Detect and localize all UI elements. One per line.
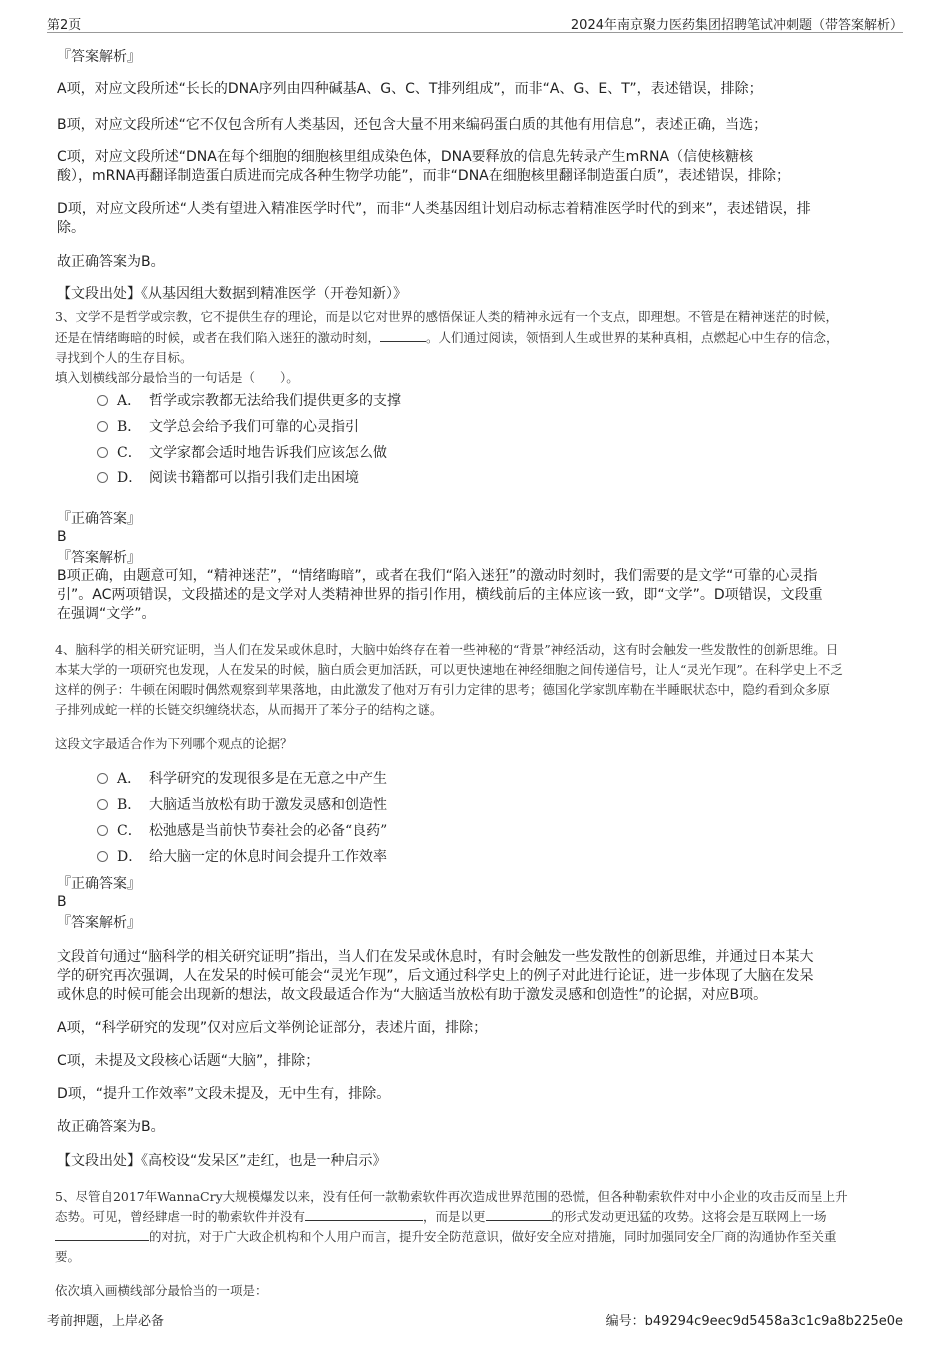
q3-stem-line1: 3、文学不是哲学或宗教，它不提供生存的理论，而是以它对世界的感悟保证人类的精神永远有一个支点，即理想。不管是在精神迷茫的时候， <box>55 309 838 324</box>
q3-option-b[interactable]: B． 文学总会给予我们可靠的心灵指引 <box>97 416 359 436</box>
q3-option-a[interactable]: A． 哲学或宗教都无法给我们提供更多的支撑 <box>97 390 401 410</box>
q5-prompt: 依次填入画横线部分最恰当的一项是： <box>55 1283 268 1298</box>
page-footer <box>47 1310 903 1329</box>
q4-option-c-analysis: C项，未提及文段核心话题“大脑”，排除； <box>57 1053 320 1069</box>
radio-icon[interactable] <box>97 447 108 458</box>
q5-stem-line4: 要。 <box>55 1249 81 1264</box>
radio-icon[interactable] <box>97 395 108 406</box>
q3-stem-line2: 还是在情绪晦暗的时候，或者在我们陷入迷狂的激动时刻， 。人们通过阅读，领悟到人生或世界的某种真相，点燃起心中生存的信念， <box>55 330 839 345</box>
q4-source: 【文段出处】《高校设“发呆区”走红，也是一种启示》 <box>57 1153 387 1169</box>
q3-blank <box>380 329 426 342</box>
q4-option-a[interactable]: A． 科学研究的发现很多是在无意之中产生 <box>97 768 387 788</box>
q5-stem-line1: 5、尽管自2017年WannaCry大规模爆发以来，没有任何一款勒索软件再次造成世界范围的恐慌，但各种勒索软件对中小企业的攻击反而呈上升 <box>55 1189 848 1204</box>
q2-option-a-analysis: A项，对应文段所述“长长的DNA序列由四种碱基A、G、C、T排列组成”，而非“A、G、E、T”，表述错误，排除； <box>57 81 763 97</box>
radio-icon[interactable] <box>97 825 108 836</box>
q5-blank-3 <box>55 1228 149 1241</box>
radio-icon[interactable] <box>97 472 108 483</box>
radio-icon[interactable] <box>97 421 108 432</box>
q3-prompt: 填入划横线部分最恰当的一句话是（ ）。 <box>55 370 299 385</box>
q4-analysis-label: 『答案解析』 <box>57 915 141 931</box>
q5-stem-line2: 态势。可见，曾经肆虐一时的勒索软件并没有 ，而是以更 的形式发动更迅猛的攻势。这将会是互联网上一场 <box>55 1209 827 1224</box>
q3-analysis-line2: 引”。AC两项错误，文段描述的是文学对人类精神世界的指引作用，横线前后的主体应该一致，即“文学”。D项错误，文段重 <box>57 587 823 603</box>
q4-answer: B <box>57 894 67 910</box>
q2-option-c-analysis-line1: C项，对应文段所述“DNA在每个细胞的细胞核里组成染色体，DNA要释放的信息先转录产生mRNA（信使核糖核 <box>57 149 754 165</box>
document-id: 编号：b49294c9eec9d5458a3c1c9a8b225e0e <box>605 1314 903 1329</box>
q2-option-c-analysis-line2: 酸），mRNA再翻译制造蛋白质进而完成各种生物学功能”，而非“DNA在细胞核里翻译制造蛋白质”，表述错误，排除； <box>57 168 791 184</box>
radio-icon[interactable] <box>97 799 108 810</box>
q5-stem-line3: 的对抗，对于广大政企机构和个人用户而言，提升安全防范意识，做好安全应对措施，同时加强同安全厂商的沟通协作至关重 <box>55 1227 895 1246</box>
q4-conclusion: 故正确答案为B。 <box>57 1119 165 1135</box>
q4-option-d[interactable]: D． 给大脑一定的休息时间会提升工作效率 <box>97 846 387 866</box>
q3-analysis-label: 『答案解析』 <box>57 550 141 566</box>
q4-stem-line4: 子排列成蛇一样的长链交织缠绕状态，从而揭开了苯分子的结构之谜。 <box>55 702 443 717</box>
q3-analysis-line3: 在强调“文学”。 <box>57 606 156 622</box>
q4-option-b[interactable]: B． 大脑适当放松有助于激发灵感和创造性 <box>97 794 387 814</box>
radio-icon[interactable] <box>97 851 108 862</box>
document-title: 2024年南京聚力医药集团招聘笔试冲刺题（带答案解析） <box>570 18 903 33</box>
q4-analysis-line2: 学的研究再次强调，人在发呆的时候可能会“灵光乍现”，后文通过科学史上的例子对此进行论证，进一步体现了大脑在发呆 <box>57 968 814 984</box>
q2-analysis-label: 『答案解析』 <box>57 49 141 65</box>
radio-icon[interactable] <box>97 773 108 784</box>
q2-source: 【文段出处】《从基因组大数据到精准医学（开卷知新）》 <box>57 286 407 302</box>
q2-option-d-analysis-line1: D项，对应文段所述“人类有望进入精准医学时代”，而非“人类基因组计划启动标志着精准医学时代的到来”，表述错误，排 <box>57 201 811 217</box>
q2-conclusion: 故正确答案为B。 <box>57 254 165 270</box>
q4-stem-line3: 这样的例子：牛顿在闲暇时偶然观察到苹果落地，由此激发了他对万有引力定律的思考；德国化学家凯库勒在半睡眠状态中，隐约看到众多原 <box>55 682 831 697</box>
q4-prompt: 这段文字最适合作为下列哪个观点的论据？ <box>55 736 293 751</box>
q4-answer-label: 『正确答案』 <box>57 876 141 892</box>
q3-option-c[interactable]: C． 文学家都会适时地告诉我们应该怎么做 <box>97 442 387 462</box>
q4-analysis-line1: 文段首句通过“脑科学的相关研究证明”指出，当人们在发呆或休息时，有时会触发一些发散性的创新思维，并通过日本某大 <box>57 949 814 965</box>
q3-option-d[interactable]: D． 阅读书籍都可以指引我们走出困境 <box>97 467 359 487</box>
q2-option-b-analysis: B项，对应文段所述“它不仅包含所有人类基因，还包含大量不用来编码蛋白质的其他有用信息”，表述正确，当选； <box>57 117 768 133</box>
footer-slogan: 考前押题，上岸必备 <box>47 1314 165 1329</box>
q2-option-d-analysis-line2: 除。 <box>57 220 85 236</box>
q4-analysis-line3: 或休息的时候可能会出现新的想法，故文段最适合作为“大脑适当放松有助于激发灵感和创造性”的论据，对应B项。 <box>57 987 768 1003</box>
q4-stem-line1: 4、脑科学的相关研究证明，当人们在发呆或休息时，大脑中始终存在着一些神秘的“背景”神经活动，这有时会触发一些发散性的创新思维。日 <box>55 642 839 657</box>
q3-analysis-line1: B项正确，由题意可知，“精神迷茫”，“情绪晦暗”，或者在我们“陷入迷狂”的激动时刻时，我们需要的是文学“可靠的心灵指 <box>57 568 818 584</box>
q3-stem-line3: 寻找到个人的生存目标。 <box>55 350 193 365</box>
q4-option-a-analysis: A项，“科学研究的发现”仅对应后文举例论证部分，表述片面，排除； <box>57 1020 488 1036</box>
page-number: 第2页 <box>47 18 82 33</box>
q4-option-c[interactable]: C． 松弛感是当前快节奏社会的必备“良药” <box>97 820 387 840</box>
page-header <box>47 10 903 33</box>
q3-answer: B <box>57 529 67 545</box>
q5-blank-1 <box>305 1208 423 1221</box>
q3-answer-label: 『正确答案』 <box>57 511 141 527</box>
q4-stem-line2: 本某大学的一项研究也发现，人在发呆的时候，脑白质会更加活跃，可以更快速地在神经细胞之间传递信号，让人“灵光乍现”。在科学史上不乏 <box>55 662 843 677</box>
q5-blank-2 <box>486 1208 552 1221</box>
q4-option-d-analysis: D项，“提升工作效率”文段未提及，无中生有，排除。 <box>57 1086 391 1102</box>
